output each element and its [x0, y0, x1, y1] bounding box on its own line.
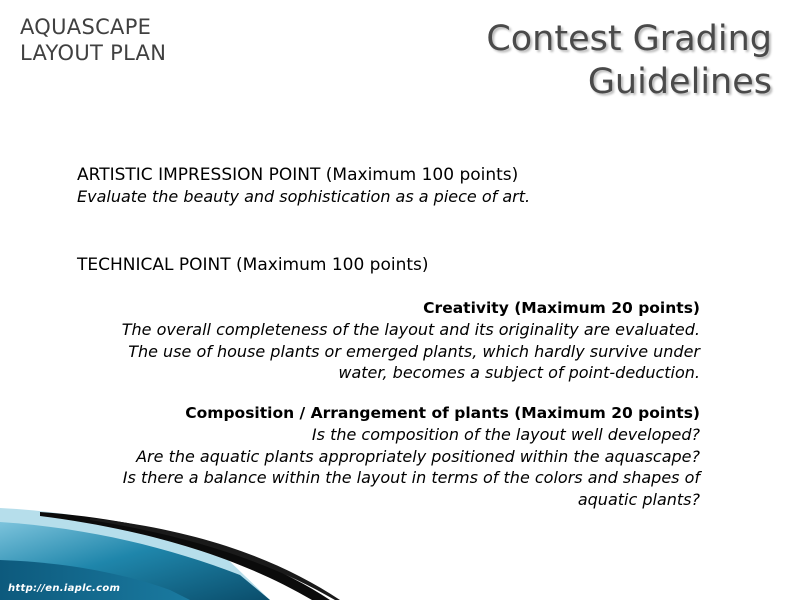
composition-heading: Composition / Arrangement of plants (Maximum 20 points): [185, 404, 700, 422]
artistic-heading: ARTISTIC IMPRESSION POINT (Maximum 100 points): [77, 165, 519, 185]
composition-section: [77, 402, 700, 510]
creativity-section: [77, 297, 700, 384]
artistic-description: Evaluate the beauty and sophistication as a piece of art.: [77, 187, 531, 206]
composition-line3: Is there a balance within the layout in terms of the colors and shapes of: [122, 468, 700, 487]
composition-line2: Are the aquatic plants appropriately positioned within the aquascape?: [136, 446, 700, 466]
corner-title: [20, 14, 166, 66]
technical-section: [77, 254, 700, 276]
creativity-line2: The use of house plants or emerged plants, which hardly survive under: [128, 341, 700, 361]
creativity-line3: water, becomes a subject of point-deduction.: [338, 363, 700, 382]
slide-title: [486, 18, 772, 104]
artistic-section: [77, 164, 700, 208]
creativity-line1: The overall completeness of the layout and its originality are evaluated.: [121, 320, 700, 339]
corner-title-line2: LAYOUT PLAN: [20, 41, 167, 65]
creativity-heading: Creativity (Maximum 20 points): [423, 299, 700, 317]
composition-line1: Is the composition of the layout well developed?: [311, 425, 700, 444]
footer-url: http://en.iaplc.com: [8, 583, 121, 594]
technical-heading: TECHNICAL POINT (Maximum 100 points): [77, 255, 429, 275]
composition-line4: aquatic plants?: [577, 489, 700, 509]
corner-title-line1: AQUASCAPE: [20, 15, 152, 39]
slide-title-line2: Guidelines: [587, 62, 772, 102]
slide-title-line1: Contest Grading: [486, 19, 772, 59]
